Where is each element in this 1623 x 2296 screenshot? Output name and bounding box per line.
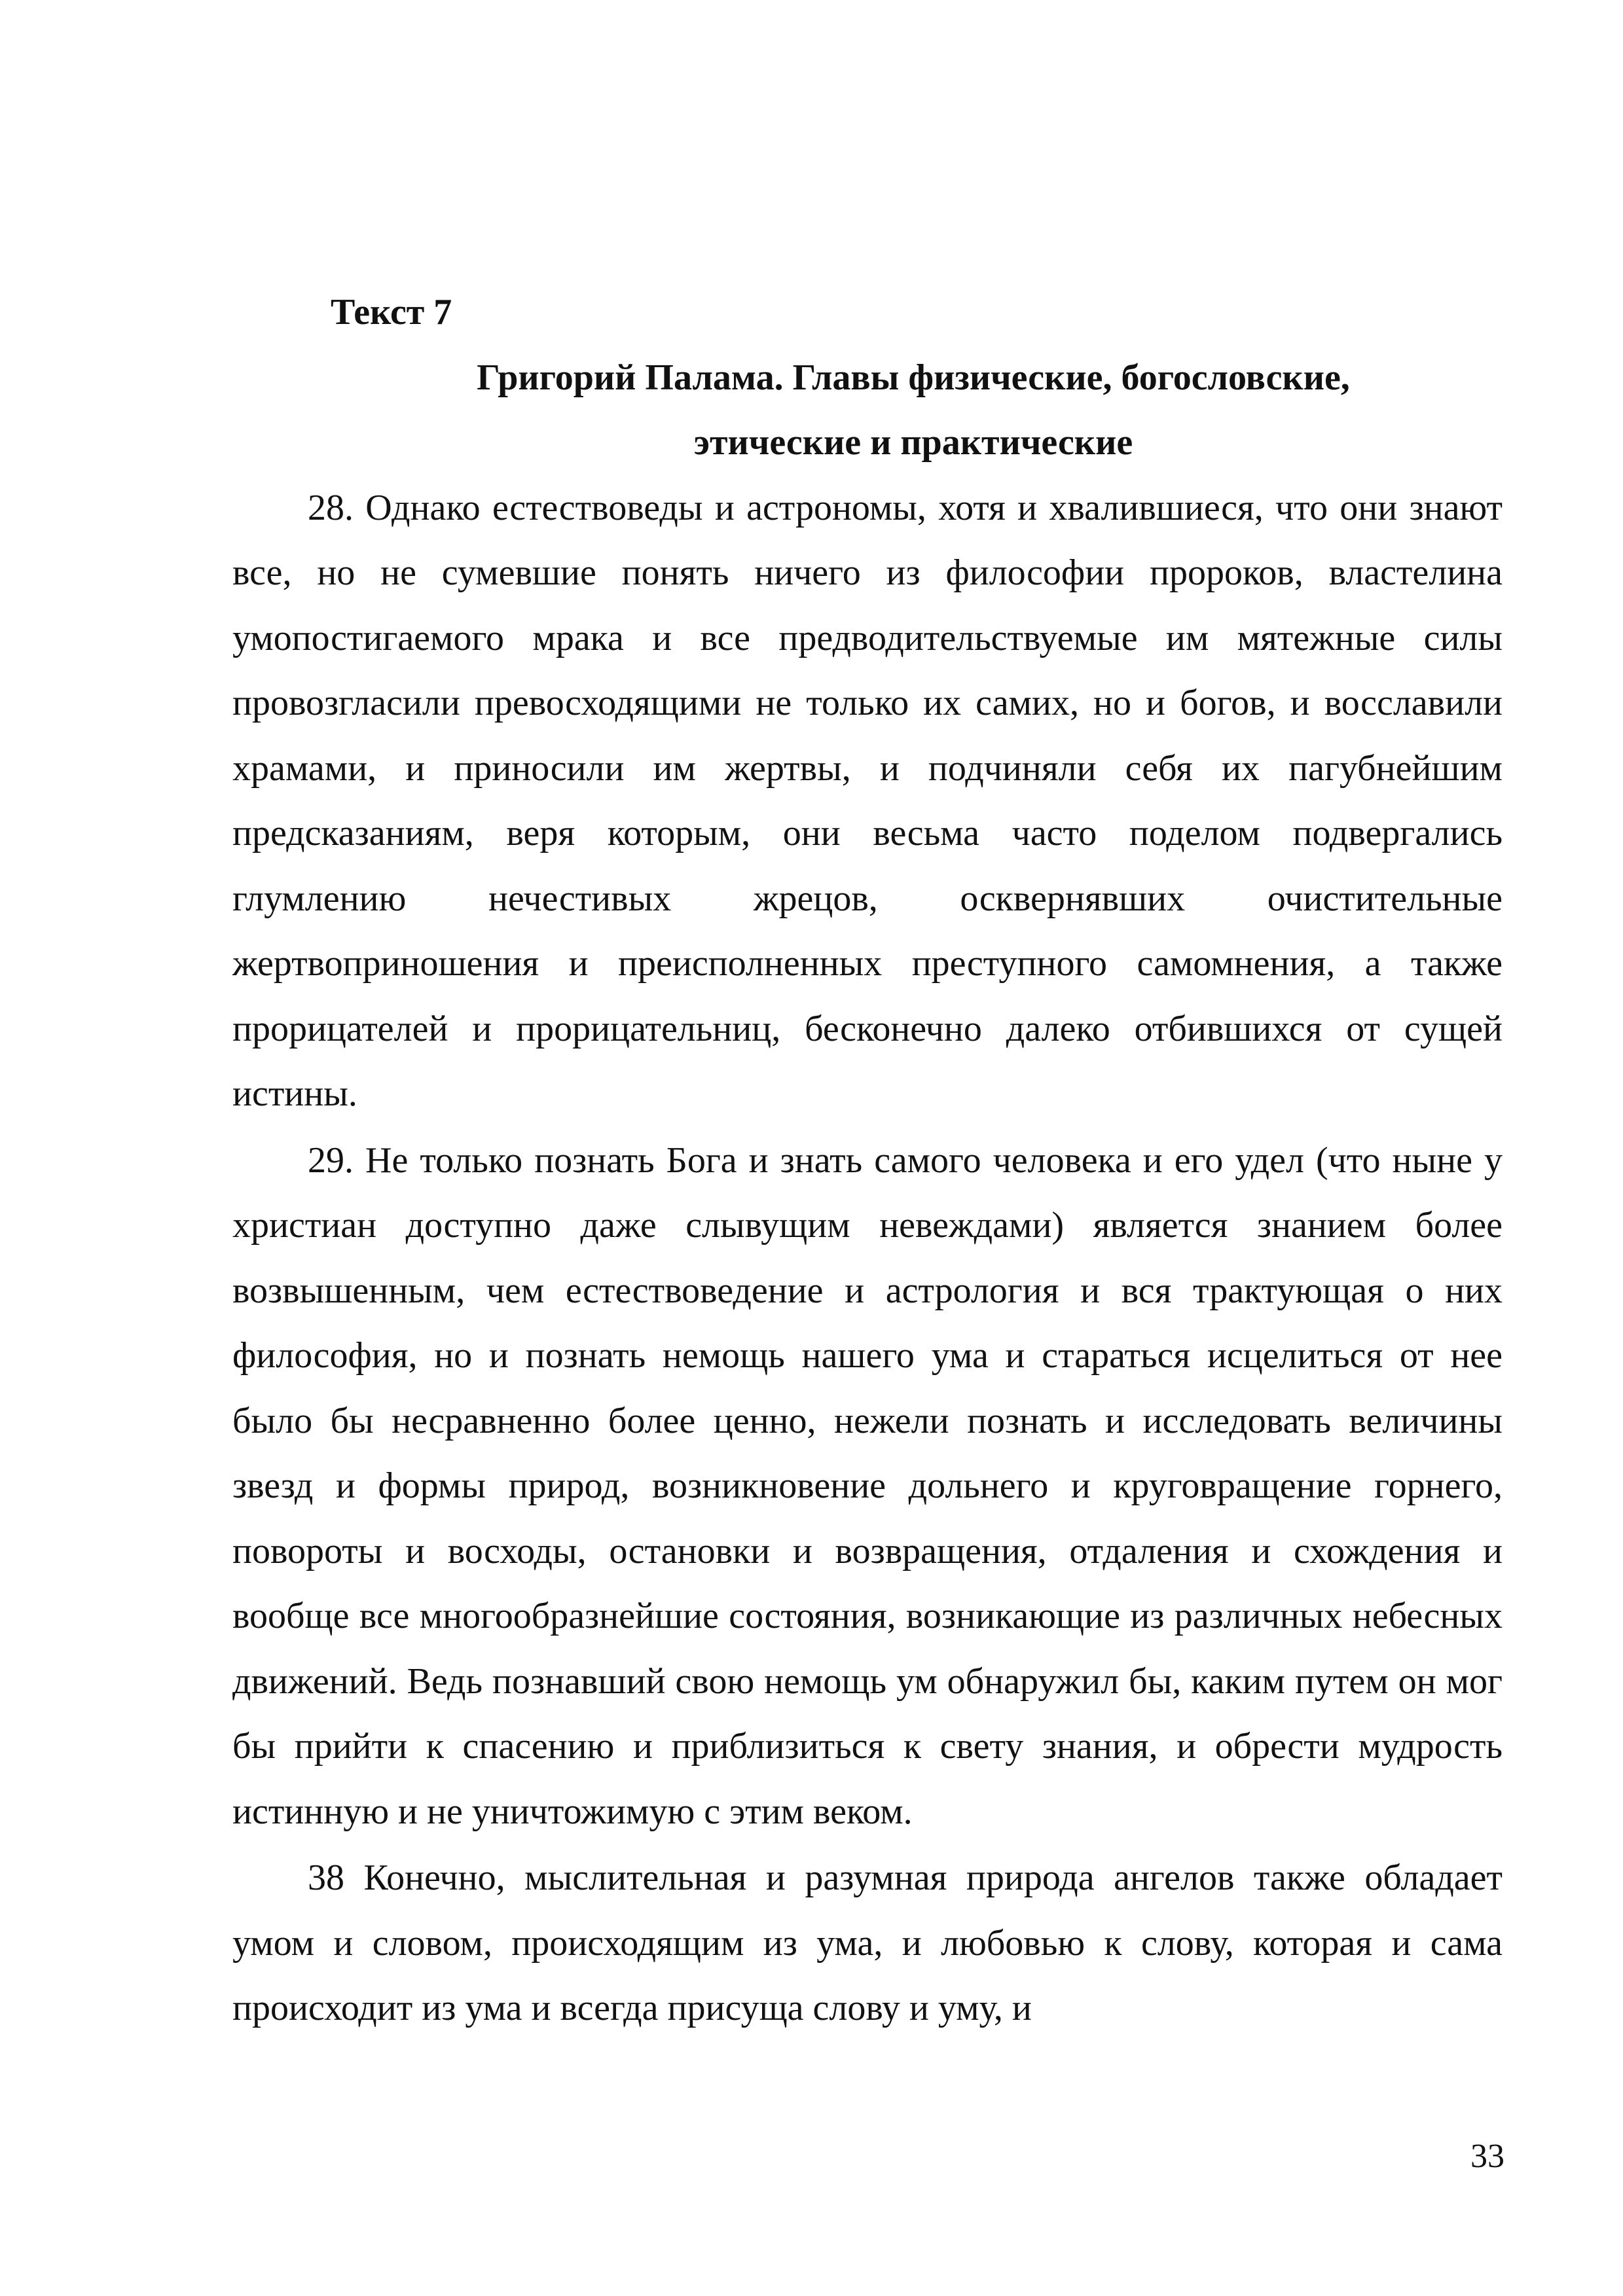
page-number: 33 [1470,2138,1504,2175]
title-line-1: Григорий Палама. Главы физические, богословские, [477,357,1350,398]
paragraph-28: 28. Однако естествоведы и астрономы, хотя и хвалившиеся, что они знают все, но не сумевшие понять ничего из философии пророков, властелина умопостигаемого мрака и все предводительствуемые им мятежные силы провозгласили превосходящими не только их самих, но и богов, и восславили храмами, и приносили им жертвы, и подчиняли себя их пагубнейшим предсказаниям, веря которым, они весьма часто поделом подвергались глумлению нечестивых жрецов, осквернявших очистительные жертвоприношения и преисполненных преступного самомнения, а также прорицателей и прорицательниц, бесконечно далеко отбившихся от сущей истины. [232,487,1503,1114]
document-body [232,280,1503,2041]
paragraph-38: 38 Конечно, мыслительная и разумная природа ангелов также обладает умом и словом, происходящим из ума, и любовью к слову, которая и сама происходит из ума и всегда присуща слову и уму, и [232,1857,1503,2028]
title-line-2: этические и практические [693,422,1133,463]
text-label: Текст 7 [331,292,452,332]
paragraph-29: 29. Не только познать Бога и знать самого человека и его удел (что ныне у христиан доступно даже слывущим невеждами) является знанием более возвышенным, чем естествоведение и астрология и вся трактующая о них философия, но и познать немощь нашего ума и стараться исцелиться от нее было бы несравненно более ценно, нежели познать и исследовать величины звезд и формы природ, возникновение дольнего и круговращение горнего, повороты и восходы, остановки и возвращения, отдаления и схождения и вообще все многообразнейшие состояния, возникающие из различных небесных движений. Ведь познавший свою немощь ум обнаружил бы, каким путем он мог бы прийти к спасению и приблизиться к свету знания, и обрести мудрость истинную и не уничтожимую с этим веком. [232,1139,1503,1832]
